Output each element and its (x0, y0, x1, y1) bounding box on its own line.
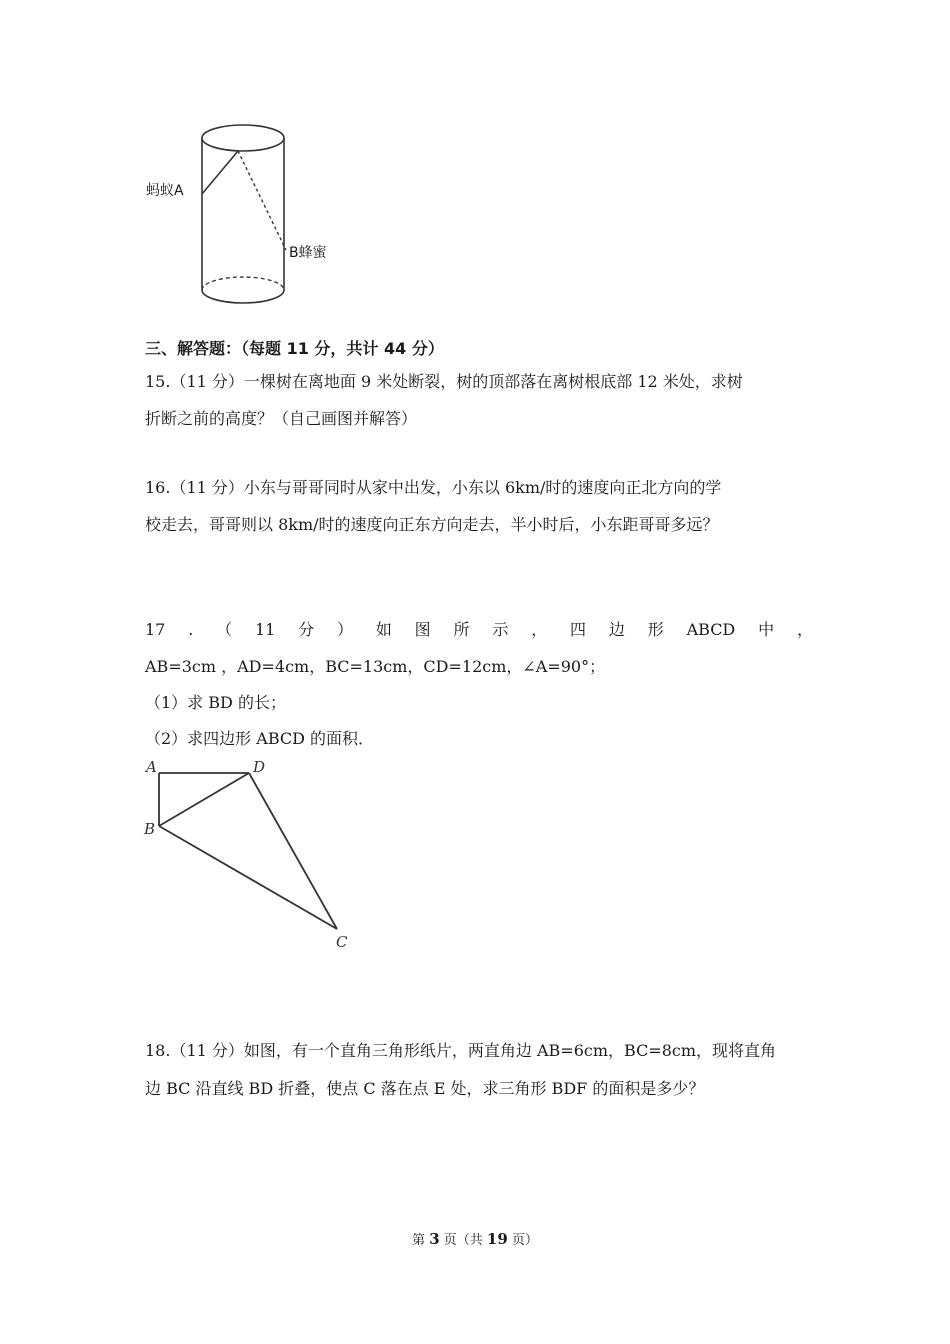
q17-token: 所 (453, 620, 470, 639)
footer-prefix: 第 (412, 1233, 426, 1248)
q17-part2: （2）求四边形 ABCD 的面积． (145, 729, 375, 748)
q17-token: 17 (145, 620, 166, 639)
q17-token: （ (216, 620, 233, 639)
q18-line2: 边 BC 沿直线 BD 折叠，使点 C 落在点 E 处，求三角形 BDF 的面积是多少？ (145, 1079, 705, 1098)
footer-middle: 页（共 (443, 1233, 483, 1248)
q18-line1: 18.（11 分）如图，有一个直角三角形纸片，两直角边 AB=6cm，BC=8cm，现将直角 (145, 1041, 777, 1060)
q17-line1 (145, 620, 813, 640)
q17-token: 如 (375, 620, 392, 639)
q17-part1: （1）求 BD 的长； (145, 693, 286, 712)
footer-total-pages: 19 (486, 1230, 508, 1248)
vertex-a-label: A (146, 758, 157, 776)
q15-line1: 15.（11 分）一棵树在离地面 9 米处断裂，树的顶部落在离树根底部 12 米处，求树 (145, 372, 743, 391)
quadrilateral-diagram (140, 755, 360, 955)
vertex-d-label: D (253, 758, 266, 776)
q17-token: ， (531, 620, 548, 639)
page-footer (0, 1229, 950, 1248)
q17-token: 示 (492, 620, 509, 639)
q15-line2: 折断之前的高度？（自己画图并解答） (145, 409, 418, 428)
q16-line2: 校走去，哥哥则以 8km/时的速度向正东方向走去，半小时后，小东距哥哥多远？ (145, 515, 719, 534)
honey-label: B蜂蜜 (289, 245, 327, 261)
vertex-c-label: C (336, 933, 348, 951)
q17-token: 分 (298, 620, 315, 639)
q17-token: 图 (414, 620, 431, 639)
q16-line1: 16.（11 分）小东与哥哥同时从家中出发，小东以 6km/时的速度向正北方向的学 (145, 478, 722, 497)
q17-token: ， (796, 620, 813, 639)
cylinder-diagram (140, 118, 350, 313)
q17-token: 四 (570, 620, 587, 639)
q17-token: 形 (647, 620, 664, 639)
q17-line2: AB=3cm ，AD=4cm，BC=13cm，CD=12cm，∠A=90°； (145, 657, 606, 676)
quadrilateral-figure (140, 755, 360, 955)
footer-current-page: 3 (429, 1230, 440, 1248)
q17-token: ABCD (686, 620, 736, 639)
section-heading: 三、解答题：（每题 11 分，共计 44 分） (145, 339, 444, 358)
q17-token: ） (336, 620, 353, 639)
vertex-b-label: B (144, 820, 156, 838)
cylinder-figure (140, 118, 350, 313)
footer-suffix: 页） (511, 1233, 538, 1248)
q17-token: 11 (254, 620, 276, 639)
q17-token: 边 (608, 620, 625, 639)
ant-label: 蚂蚁A (146, 183, 184, 199)
q17-token: . (188, 620, 194, 639)
q17-token: 中 (758, 620, 775, 639)
